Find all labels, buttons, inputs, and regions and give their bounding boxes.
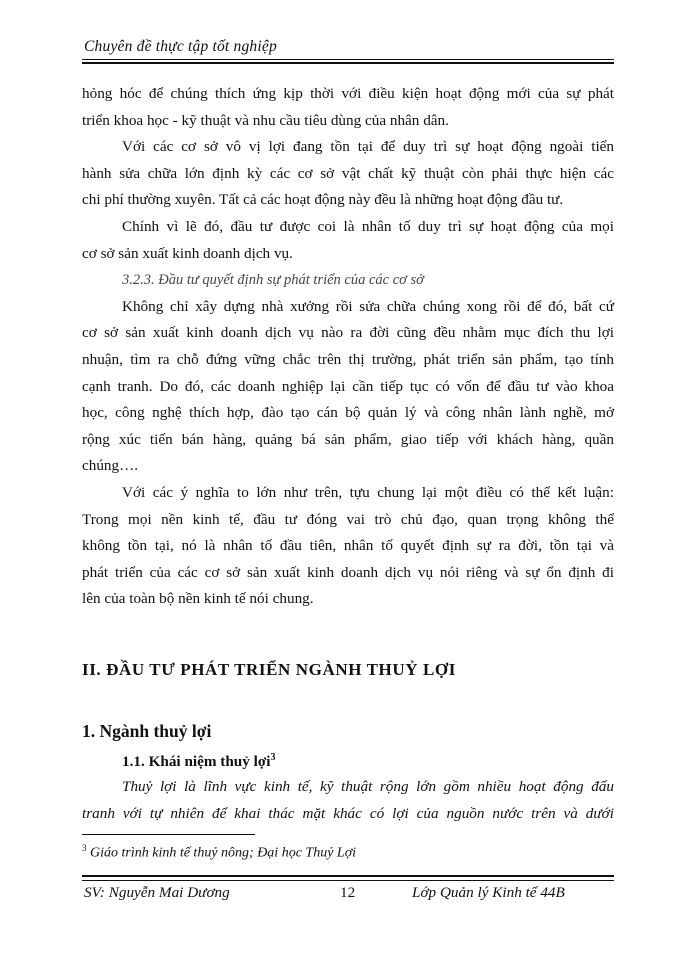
- italic-paragraph: [82, 774, 614, 827]
- text-line: học, công nghệ thích hợp, đào tạo cán bộ quản lý và công nhân lành nghề, mở: [82, 404, 614, 422]
- footnote: [82, 843, 356, 862]
- text-line: Chính vì lẽ đó, đầu tư được coi là nhân tố duy trì sự hoạt động của mọi: [122, 217, 614, 235]
- header-rule: [82, 59, 614, 60]
- body-text: [82, 81, 614, 613]
- footer-rule-thick: [82, 875, 614, 877]
- footnote-separator: [82, 834, 255, 835]
- text-line: Không chỉ xây dựng nhà xưởng rồi sửa chữa chúng xong rồi để đó, bất cứ: [122, 297, 614, 315]
- section-heading-1: 1. Ngành thuỷ lợi: [82, 721, 212, 741]
- footnote-text: Giáo trình kinh tế thuỷ nông; Đại học Thuỷ Lợi: [90, 845, 357, 861]
- text-line: Trong mọi nền kinh tế, đầu tư đóng vai trò chủ đạo, quan trọng không thể: [82, 510, 614, 528]
- footnote-reference: 3: [270, 752, 276, 763]
- text-line: tranh với tự nhiên để khai thác mặt khác có lợi của nguồn nước trên và dưới: [82, 804, 614, 822]
- footnote-marker: 3: [82, 843, 87, 853]
- page-number: 12: [340, 884, 356, 901]
- header-rule-thick: [82, 62, 614, 64]
- text-line: Với các cơ sở vô vị lợi đang tồn tại để duy trì sự hoạt động ngoài tiến: [122, 138, 614, 156]
- section-heading-1-1: [122, 752, 276, 771]
- heading-text: 1.1. Khái niệm thuỷ lợi: [122, 753, 271, 771]
- text-line: triển khoa học - kỹ thuật và nhu cầu tiêu dùng của nhân dân.: [82, 111, 449, 129]
- text-line: Với các ý nghĩa to lớn như trên, tựu chung lại một điều có thể kết luận:: [122, 483, 614, 501]
- text-line: lên của toàn bộ nền kinh tế nói chung.: [82, 590, 314, 608]
- section-heading-ii: II. ĐẦU TƯ PHÁT TRIỂN NGÀNH THUỶ LỢI: [82, 660, 456, 679]
- text-line: cạnh tranh. Do đó, các doanh nghiệp lại cần tiếp tục có vốn để đầu tư vào khoa: [82, 377, 614, 395]
- text-line: không tồn tại, nó là nhân tố đầu tiên, nhân tố quyết định sự ra đời, tồn tại và: [82, 537, 614, 555]
- running-header: Chuyên đề thực tập tốt nghiệp: [84, 38, 277, 55]
- text-line: chi phí thường xuyên. Tất cả các hoạt động này đều là những hoạt động đầu tư.: [82, 191, 564, 209]
- footer-class: Lớp Quản lý Kinh tế 44B: [412, 884, 565, 901]
- text-line: hỏng hóc để chúng thích ứng kịp thời với điều kiện hoạt động mới của sự phát: [82, 85, 614, 102]
- subheading: 3.2.3. Đầu tư quyết định sự phát triển của các cơ sở: [122, 272, 424, 289]
- text-line: chúng….: [82, 457, 139, 475]
- text-line: Thuỷ lợi là lĩnh vực kinh tế, kỹ thuật rộng lớn gồm nhiều hoạt động đấu: [122, 778, 614, 795]
- text-line: cơ sở sản xuất kinh doanh dịch vụ nào ra đời cũng đều nhằm mục đích thu lợi: [82, 324, 614, 342]
- footer-student: SV: Nguyễn Mai Dương: [84, 884, 230, 901]
- text-line: hành sửa chữa lớn định kỳ các cơ sở vật chất kỹ thuật còn phải thực hiện các: [82, 164, 614, 182]
- text-line: nhuận, tìm ra chỗ đứng vững chắc trên thị trường, phát triển sản phẩm, tạo tính: [82, 350, 614, 368]
- text-line: cơ sở sản xuất kinh doanh dịch vụ.: [82, 244, 293, 262]
- footer-rule: [82, 880, 614, 881]
- text-line: phát triển của các cơ sở sản xuất kinh doanh dịch vụ nói riêng và sự ổn định đi: [82, 563, 614, 581]
- text-line: rộng xúc tiến bán hàng, quảng bá sản phẩm, giao tiếp với khách hàng, quần: [82, 430, 614, 448]
